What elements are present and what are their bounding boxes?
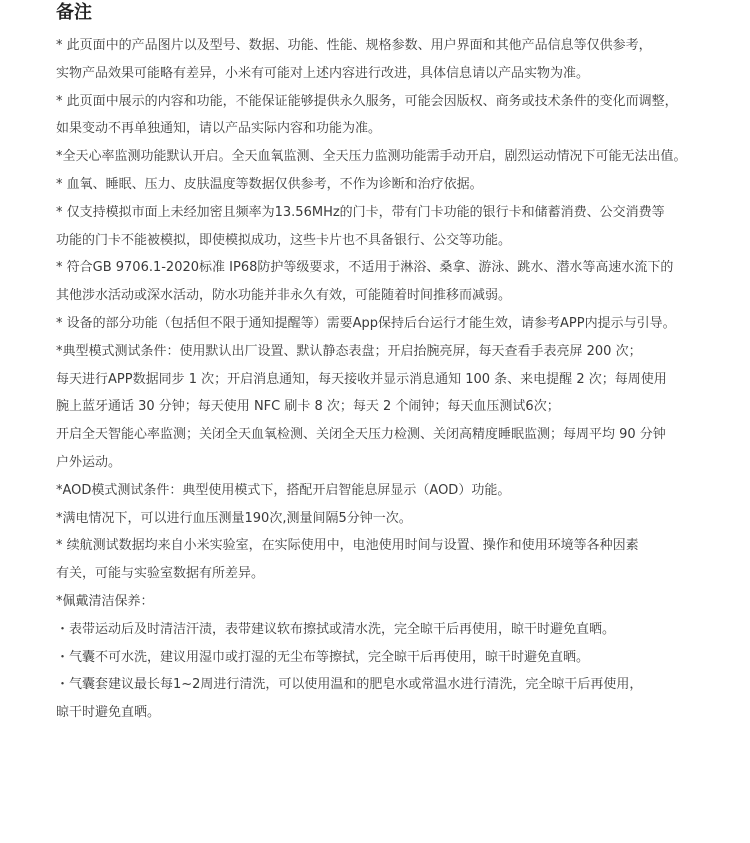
note-line: *典型模式测试条件：使用默认出厂设置、默认静态表盘；开启抬腕亮屏，每天查看手表亮屏 200 次； (56, 343, 642, 359)
note-line: * 此页面中的产品图片以及型号、数据、功能、性能、规格参数、用户界面和其他产品信息等仅供参考， (56, 38, 652, 53)
note-line: 晾干时避免直晒。 (56, 705, 161, 721)
note-line: * 此页面中展示的内容和功能，不能保证能够提供永久服务，可能会因版权、商务或技术条件的变化而调整， (56, 93, 678, 109)
note-line: 每天进行APP数据同步 1 次；开启消息通知，每天接收并显示消息通知 100 条、来电提醒 2 次；每周使用 (56, 371, 667, 387)
note-line: *全天心率监测功能默认开启。全天血氧监测、全天压力监测功能需手动开启，剧烈运动情况下可能无法出值。 (56, 149, 687, 165)
note-line: 有关，可能与实验室数据有所差异。 (56, 566, 265, 582)
note-line: 户外运动。 (56, 454, 122, 470)
note-line: 腕上蓝牙通话 30 分钟；每天使用 NFC 刷卡 8 次；每天 2 个闹钟；每天血压测试6次； (56, 399, 560, 415)
note-line: * 血氧、睡眠、压力、皮肤温度等数据仅供参考，不作为诊断和治疗依据。 (56, 176, 483, 192)
note-line: ・气囊不可水洗，建议用湿巾或打湿的无尘布等擦拭，完全晾干后再使用，晾干时避免直晒。 (56, 649, 590, 665)
note-line: * 仅支持模拟市面上未经加密且频率为13.56MHz的门卡，带有门卡功能的银行卡和储蓄消费、公交消费等 (56, 204, 665, 220)
note-line: ・表带运动后及时清洁汗渍，表带建议软布擦拭或清水洗，完全晾干后再使用，晾干时避免直晒。 (56, 621, 616, 637)
note-line: ・气囊套建议最长每1~2周进行清洗，可以使用温和的肥皂水或常温水进行清洗，完全晾干后再使用， (56, 677, 643, 693)
note-line: * 续航测试数据均来自小米实验室，在实际使用中，电池使用时间与设置、操作和使用环境等各种因素 (56, 538, 639, 554)
note-line: *佩戴清洁保养： (56, 593, 154, 609)
notes-body (56, 32, 716, 727)
note-line: 如果变动不再单独通知，请以产品实际内容和功能为准。 (56, 121, 382, 137)
note-line: 开启全天智能心率监测；关闭全天血氧检测、关闭全天压力检测、关闭高精度睡眠监测；每周平均 90 分钟 (56, 427, 666, 443)
note-line: * 设备的部分功能（包括但不限于通知提醒等）需要App保持后台运行才能生效，请参考APP内提示与引导。 (56, 315, 676, 331)
note-line: * 符合GB 9706.1-2020标准 IP68防护等级要求，不适用于淋浴、桑拿、游泳、跳水、潜水等高速水流下的 (56, 260, 674, 276)
note-line: 实物产品效果可能略有差异，小米有可能对上述内容进行改进，具体信息请以产品实物为准。 (56, 65, 590, 81)
notes-title: 备注 (56, 2, 92, 23)
note-line: *AOD模式测试条件：典型使用模式下，搭配开启智能息屏显示（AOD）功能。 (56, 482, 511, 498)
note-line: 其他涉水活动或深水活动，防水功能并非永久有效，可能随着时间推移而减弱。 (56, 288, 512, 304)
note-line: 功能的门卡不能被模拟，即使模拟成功，这些卡片也不具备银行、公交等功能。 (56, 232, 512, 248)
note-line: *满电情况下，可以进行血压测量190次,测量间隔5分钟一次。 (56, 510, 412, 526)
